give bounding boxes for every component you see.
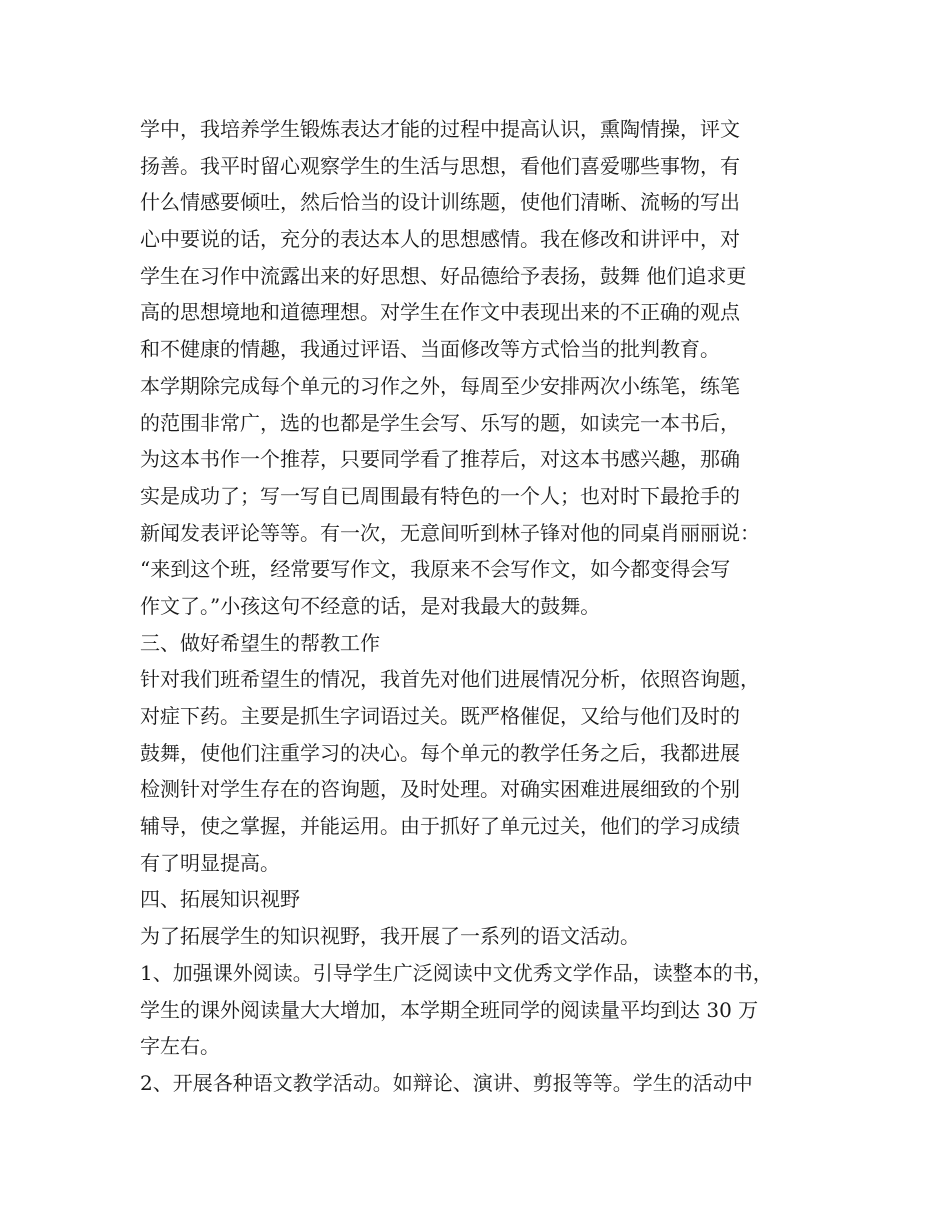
- text-line: 什么情感要倾吐，然后恰当的设计训练题，使他们清晰、流畅的写出: [140, 190, 740, 215]
- text-line: “来到这个班，经常要写作文，我原来不会写作文，如今都变得会写: [140, 557, 731, 582]
- document-body: [140, 111, 830, 1102]
- text-line: 本学期除完成每个单元的习作之外，每周至少安排两次小练笔，练笔: [140, 373, 740, 398]
- text-line: 学生的课外阅读量大大增加，本学期全班同学的阅读量平均到达 30 万: [140, 997, 759, 1022]
- text-line: 新闻发表评论等等。有一次，无意间听到林子锋对他的同桌肖丽丽说：: [140, 520, 760, 545]
- text-line: 检测针对学生存在的咨询题，及时处理。对确实困难进展细致的个别: [140, 777, 740, 802]
- list-item: 1、加强课外阅读。引导学生广泛阅读中文优秀文学作品，读整本的书，: [140, 960, 773, 985]
- text-line: 扬善。我平时留心观察学生的生活与思想，看他们喜爱哪些事物，有: [140, 153, 740, 178]
- text-line: 对症下药。主要是抓生字词语过关。既严格催促，又给与他们及时的: [140, 704, 740, 728]
- text-line: 作文了。”小孩这句不经意的话，是对我最大的鼓舞。: [140, 593, 601, 618]
- text-line: 和不健康的情趣，我通过评语、当面修改等方式恰当的批判教育。: [140, 337, 720, 362]
- section-heading: 四、拓展知识视野: [140, 887, 300, 912]
- text-line: 辅导，使之掌握，并能运用。由于抓好了单元过关，他们的学习成绩: [140, 814, 740, 839]
- text-line: 为了拓展学生的知识视野，我开展了一系列的语文活动。: [140, 924, 640, 949]
- text-line: 的范围非常广，选的也都是学生会写、乐写的题，如读完一本书后，: [140, 410, 740, 435]
- text-line: 高的思想境地和道德理想。对学生在作文中表现出来的不正确的观点: [140, 300, 740, 325]
- text-line: 有了明显提高。: [140, 850, 280, 875]
- text-line: 学生在习作中流露出来的好思想、好品德给予表扬，鼓舞 他们追求更: [140, 263, 747, 288]
- text-line: 学中，我培养学生锻炼表达才能的过程中提高认识，熏陶情操，评文: [140, 117, 740, 141]
- text-line: 实是成功了；写一写自已周围最有特色的一个人；也对时下最抢手的: [140, 483, 740, 508]
- section-heading: 三、做好希望生的帮教工作: [140, 630, 380, 655]
- text-line: 字左右。: [140, 1034, 220, 1059]
- text-line: 鼓舞，使他们注重学习的决心。每个单元的教学任务之后，我都进展: [140, 740, 740, 765]
- text-line: 为这本书作一个推荐，只要同学看了推荐后，对这本书感兴趣，那确: [140, 447, 740, 472]
- text-line: 针对我们班希望生的情况，我首先对他们进展情况分析，依照咨询题，: [140, 667, 760, 692]
- text-line: 心中要说的话，充分的表达本人的思想感情。我在修改和讲评中，对: [140, 227, 740, 252]
- list-item: 2、开展各种语文教学活动。如辩论、演讲、剪报等等。学生的活动中: [140, 1070, 753, 1095]
